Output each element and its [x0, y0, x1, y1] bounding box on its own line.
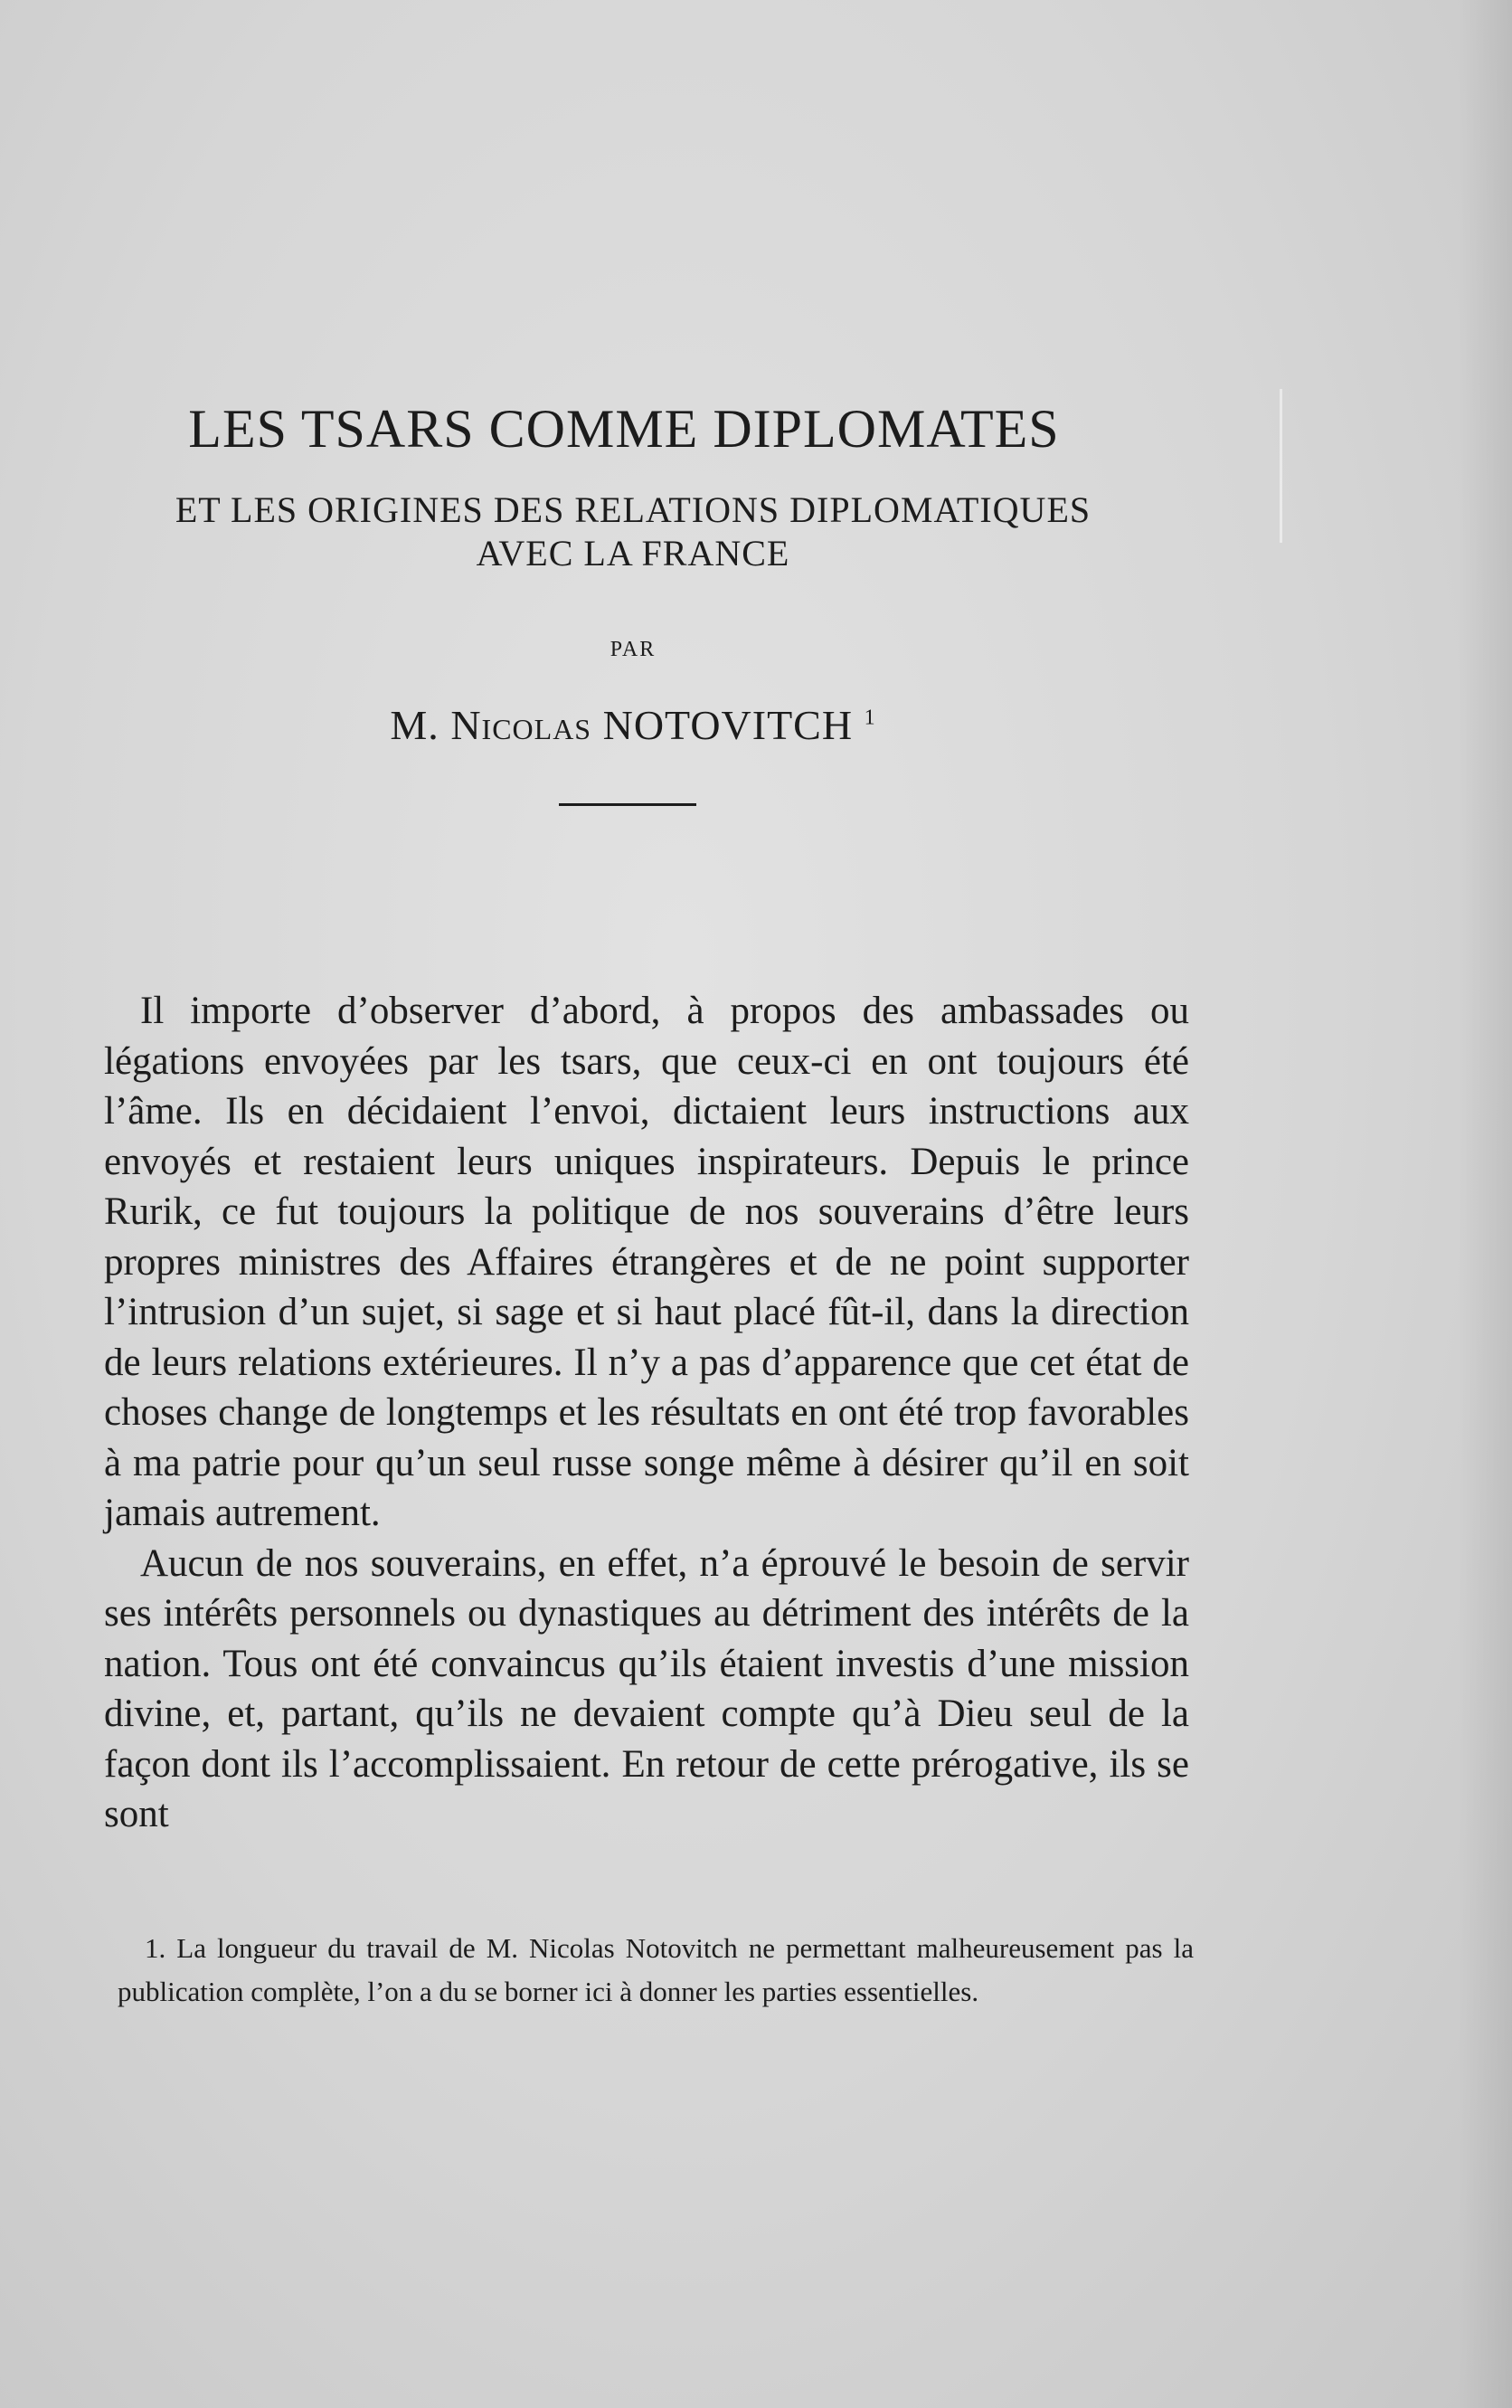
author-prefix: M.	[390, 702, 439, 748]
paper-crease	[1280, 389, 1282, 543]
author-first-name: Nicolas	[450, 702, 592, 748]
article-subtitle	[90, 488, 1176, 575]
body-text	[104, 986, 1189, 1840]
footnote-mark: 1	[864, 706, 876, 730]
article-title: LES TSARS COMME DIPLOMATES	[188, 399, 1060, 459]
page-edge-shadow	[1458, 0, 1512, 2408]
subtitle-line-1: ET LES ORIGINES DES RELATIONS DIPLOMATIQUES	[175, 489, 1091, 530]
title-divider	[559, 803, 696, 806]
paragraph-1: Il importe d’observer d’abord, à propos des ambassades ou légations envoyées par les tsars, que ceux-ci en ont toujours été l’âme. Ils en décidaient l’envoi, dictaient leurs instructions aux envoyés et restaient leurs uniques inspirateurs. Depuis le prince Rurik, ce fut toujours la politique de nos souverains d’être leurs propres ministres des Affaires étrangères et de ne point supporter l’intrusion d’un sujet, si sage et si haut placé fût-il, dans la direction de leurs relations extérieures. Il n’y a pas d’apparence que cet état de choses change de longtemps et les résultats en ont été trop favorables à ma patrie pour qu’un seul russe songe même à désirer qu’il en soit jamais autrement.	[104, 990, 1189, 1534]
paragraph-2: Aucun de nos souverains, en effet, n’a éprouvé le besoin de servir ses intérêts personnels ou dynastiques au détriment des intérêts de la nation. Tous ont été convaincus qu’ils étaient investis d’une mission divine, et, partant, qu’ils ne devaient compte qu’à Dieu seul de la façon dont ils l’accomplissaient. En retour de cette prérogative, ils se sont	[104, 1541, 1189, 1835]
footnote: 1. La longueur du travail de M. Nicolas Notovitch ne permettant malheureusement pas la publication complète, l’on a du se borner ici à donner les parties essentielles.	[118, 1932, 1194, 2007]
subtitle-line-2: AVEC LA FRANCE	[476, 533, 790, 574]
by-label: PAR	[610, 638, 657, 661]
author-line	[271, 701, 995, 749]
author-last-name: NOTOVITCH	[602, 702, 854, 748]
